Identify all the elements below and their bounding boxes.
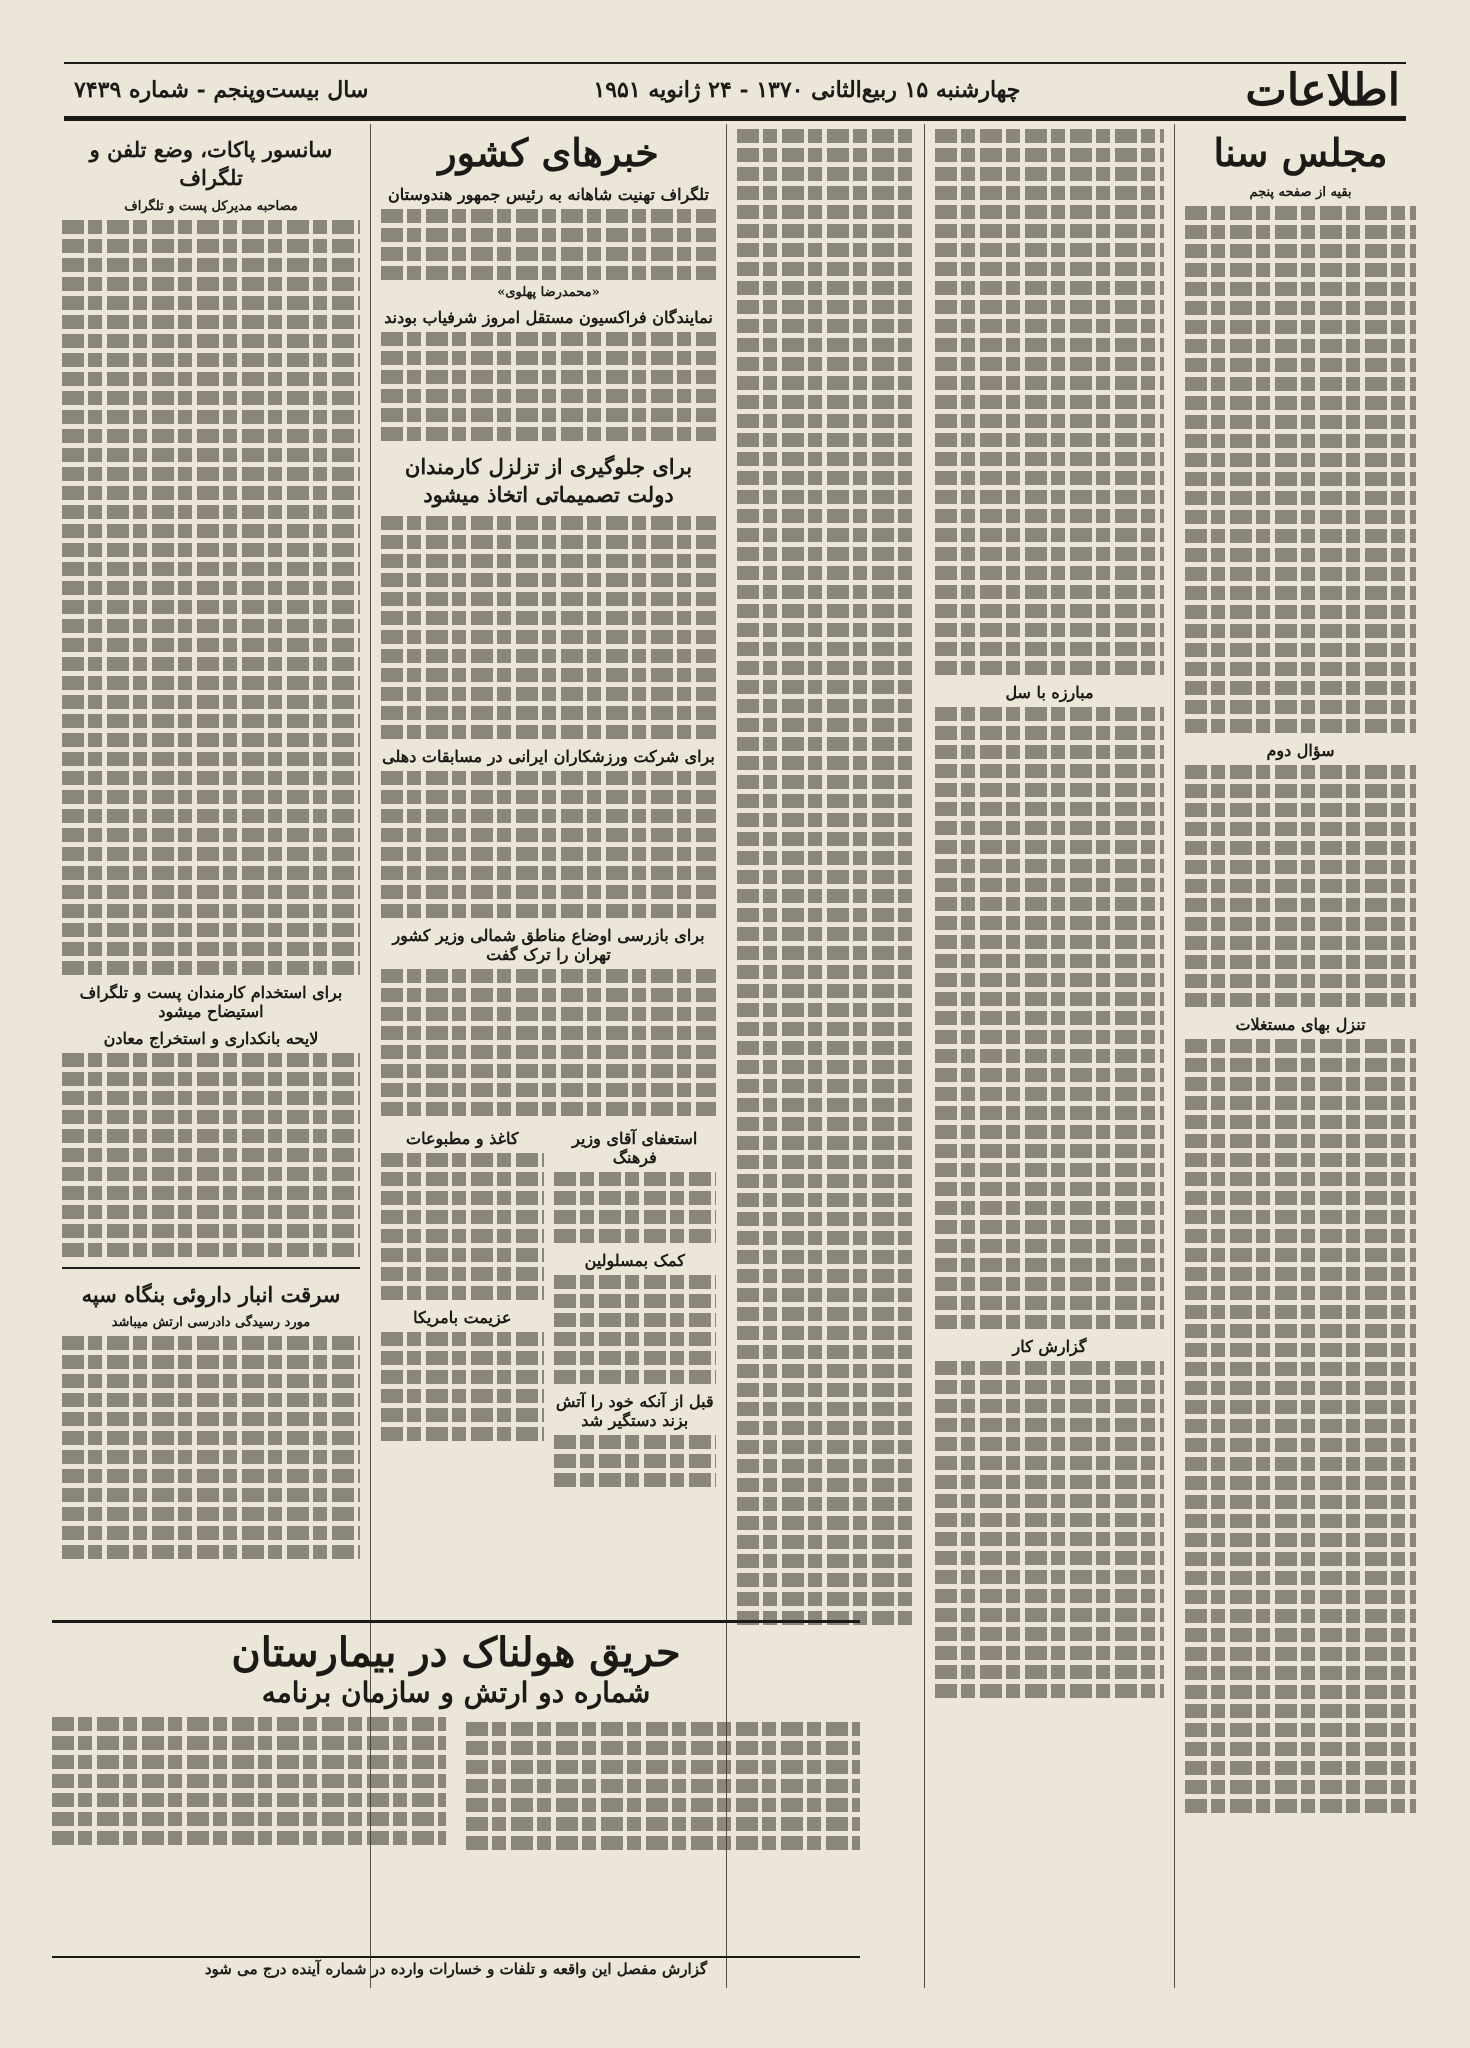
senate-heading-1: تنزل بهای مستغلات xyxy=(1235,1015,1366,1034)
country-subcolumns xyxy=(381,1121,716,1492)
masthead xyxy=(64,62,1406,121)
footer-note: گزارش مفصل این واقعه و تلفات و خسارات وارده در شماره آینده درج می شود xyxy=(52,1956,860,1982)
post-heading-banking: لایحه بانکداری و استخراج معادن xyxy=(103,1028,319,1048)
column-report xyxy=(924,124,1174,1988)
post-heading-hiring: برای استخدام کارمندان پست و تلگراف استیضاح میشود xyxy=(79,982,343,1021)
senate-subtitle: بقیه از صفحه پنجم xyxy=(1249,185,1352,200)
senate-heading-sub: سؤال دوم xyxy=(1266,741,1335,760)
country-heading-paper: کاغذ و مطبوعات xyxy=(406,1128,519,1148)
country-heading-employees: برای جلوگیری از تزلزل کارمندان دولت تصمیماتی اتخاذ میشود xyxy=(404,454,693,508)
fire-subheadline: شماره دو ارتش و سازمان برنامه xyxy=(261,1676,651,1709)
text-block xyxy=(1185,206,1416,220)
country-news-title: خبرهای کشور xyxy=(438,130,659,175)
post-title: سانسور پاکات، وضع تلفن و تلگراف xyxy=(89,137,333,191)
country-heading-minister-trip: برای بازرسی اوضاع مناطق شمالی وزیر کشور تهران را ترک گفت xyxy=(392,925,705,964)
post-heading-theft: سرقت انبار داروئی بنگاه سپه xyxy=(81,1281,341,1307)
country-signature: «محمدرضا پهلوی» xyxy=(497,285,600,300)
country-heading-fraction: نمایندگان فراکسیون مستقل امروز شرفیاب بودند xyxy=(384,308,713,327)
report-heading-work: گزارش کار xyxy=(1012,1337,1087,1356)
country-heading-telegram: تلگراف تهنیت شاهانه به رئیس جمهور هندوستان xyxy=(388,185,709,204)
country-heading-resignation: استعفای آقای وزیر فرهنگ xyxy=(572,1128,698,1167)
report-heading-tb: مبارزه با سل xyxy=(1005,683,1094,702)
column-senate xyxy=(1174,124,1426,1988)
post-subtitle: مصاحبه مدیرکل پست و تلگراف xyxy=(124,198,298,214)
senate-title: مجلس سنا xyxy=(1213,130,1388,175)
fire-body xyxy=(52,1717,860,1853)
country-heading-america: عزیمت بامریکا xyxy=(413,1307,512,1327)
post-subheading-army: مورد رسیدگی دادرسی ارتش میباشد xyxy=(111,1315,311,1331)
country-heading-delhi: برای شرکت ورزشکاران ایرانی در مسابقات دهلی xyxy=(382,746,715,766)
country-heading-fire-attempt: قبل از آنکه خود را آتش بزند دستگیر شد xyxy=(555,1391,714,1430)
fire-headline: حریق هولناک در بیمارستان xyxy=(231,1629,681,1676)
fire-banner xyxy=(52,1620,860,1853)
country-heading-aid: کمک بمسلولین xyxy=(584,1250,685,1270)
issue-date: چهارشنبه ۱۵ ربیع‌الثانی ۱۳۷۰ - ۲۴ ژانویه ۱۹۵۱ xyxy=(593,77,1021,103)
newspaper-logo: اطلاعات xyxy=(1245,64,1400,116)
issue-number: سال بیست‌وپنجم - شماره ۷۴۳۹ xyxy=(74,77,369,103)
